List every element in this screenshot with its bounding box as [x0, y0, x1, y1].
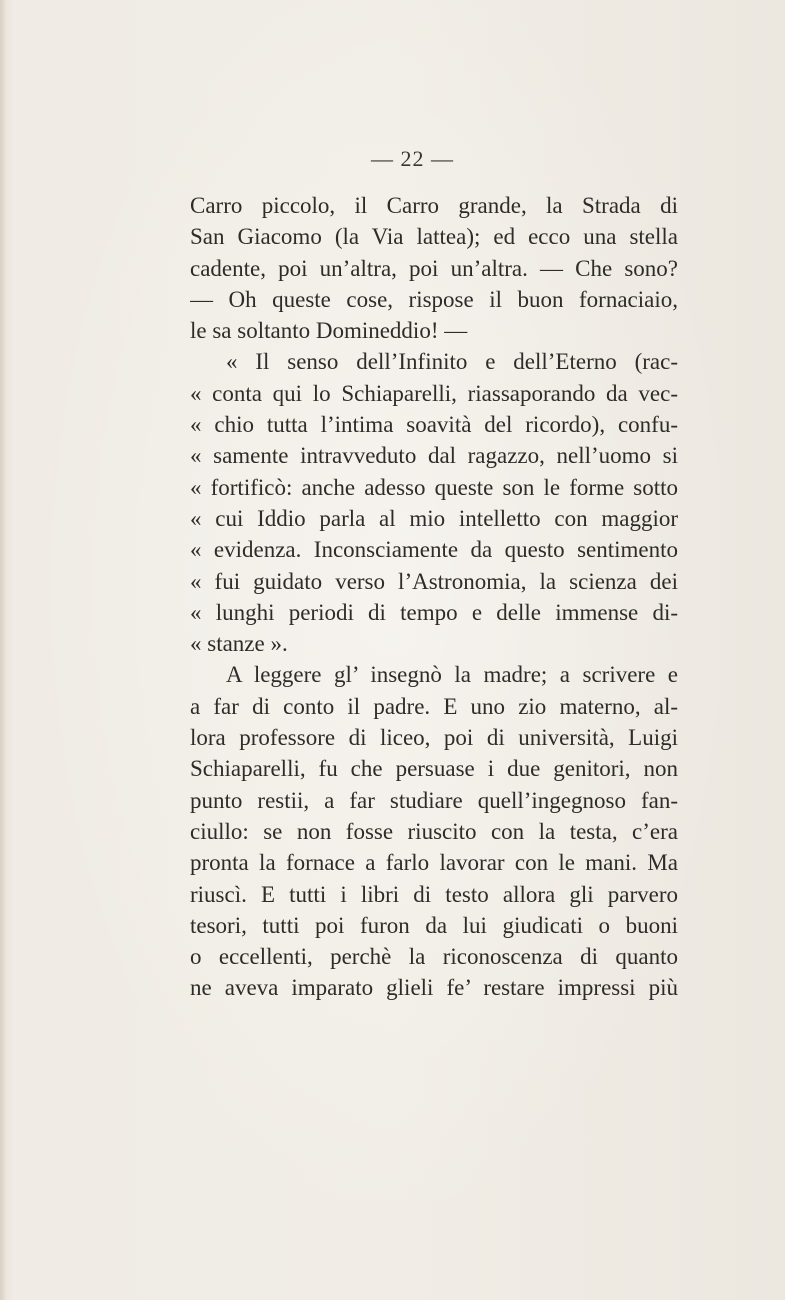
text-line: « fortificò: anche adesso queste son le forme sotto	[190, 474, 678, 500]
text-line: riuscì. E tutti i libri di testo allora gli parvero	[190, 881, 678, 907]
text-line: pronta la fornace a farlo lavorar con le mani. Ma	[190, 850, 678, 876]
text-line: « fui guidato verso l’Astronomia, la scienza dei	[190, 568, 678, 594]
text-line: « cui Iddio parla al mio intelletto con maggior	[190, 505, 678, 531]
text-line: « conta qui lo Schiaparelli, riassaporando da vec-	[190, 380, 678, 406]
text-line: « samente intravveduto dal ragazzo, nell’uomo si	[190, 443, 678, 469]
text-line: Carro piccolo, il Carro grande, la Strada di	[190, 193, 678, 218]
text-line: « chio tutta l’intima soavità del ricordo), confu-	[190, 412, 678, 438]
text-line: lora professore di liceo, poi di università, Luigi	[190, 725, 678, 751]
text-line: ne aveva imparato glieli fe’ restare impressi più	[190, 975, 678, 1001]
text-line: cadente, poi un’altra, poi un’altra. — Che sono?	[190, 255, 678, 281]
text-line: ciullo: se non fosse riuscito con la testa, c’era	[190, 818, 678, 844]
page-number: — 22 —	[371, 146, 454, 171]
text-line: « evidenza. Inconsciamente da questo sentimento	[190, 537, 678, 563]
text-line: — Oh queste cose, rispose il buon fornaciaio,	[190, 286, 678, 312]
text-line: « lunghi periodi di tempo e delle immense di-	[190, 599, 678, 625]
text-line: « stanze ».	[190, 631, 288, 657]
text-line: « Il senso dell’Infinito e dell’Eterno (rac-	[226, 349, 678, 375]
body-text	[190, 190, 678, 1004]
text-line: Schiaparelli, fu che persuase i due genitori, non	[190, 756, 678, 782]
text-line: le sa soltanto Domineddio! —	[190, 318, 468, 344]
text-line: punto restii, a far studiare quell’ingegnoso fan-	[190, 787, 678, 813]
text-line: a far di conto il padre. E uno zio materno, al-	[190, 693, 678, 719]
page-binding-shadow	[0, 0, 6, 1300]
text-line: San Giacomo (la Via lattea); ed ecco una stella	[190, 224, 678, 250]
text-line: o eccellenti, perchè la riconoscenza di quanto	[190, 944, 678, 970]
text-line: tesori, tutti poi furon da lui giudicati o buoni	[190, 912, 678, 938]
text-line: A leggere gl’ insegnò la madre; a scrivere e	[226, 662, 678, 688]
